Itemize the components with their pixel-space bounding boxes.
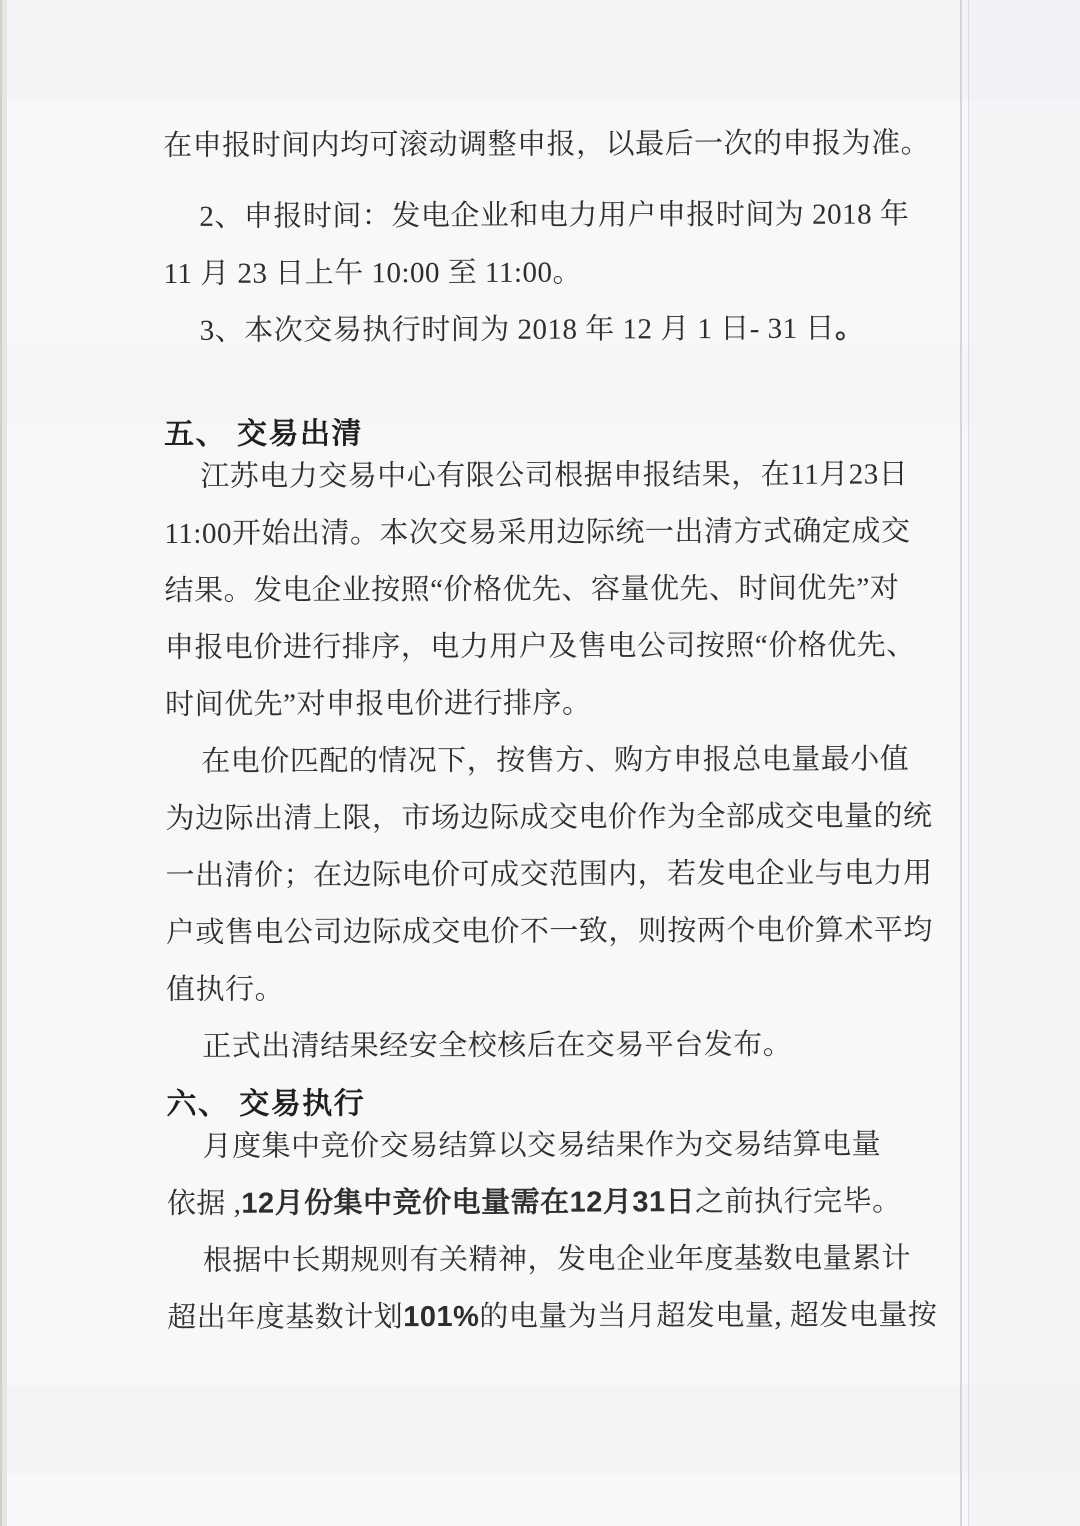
- scan-artifact-band: [7, 1385, 1080, 1473]
- text-run: 根据中长期规则有关精神，发电企业年度基数电量累计: [202, 1242, 912, 1277]
- document-body: [163, 115, 938, 1347]
- text-line: [163, 186, 931, 246]
- text-run: 月度集中竞价交易结算以交易结果作为交易结算电量: [202, 1128, 882, 1163]
- text-run: 时间优先”对申报电价进行排序。: [164, 687, 592, 721]
- text-run: 江苏电力交易中心有限公司根据申报结果，在11月23日: [200, 458, 909, 493]
- text-line: [166, 845, 934, 905]
- text-run: 的电量为当月超发电量, 超发电量按: [479, 1299, 938, 1333]
- text-run: 超出年度基数计划: [167, 1301, 404, 1334]
- text-run: 11:00开始出清。本次交易采用边际统一出清方式确定成交: [164, 515, 911, 550]
- text-run: 申报电价进行排序，电力用户及售电公司按照“价格优先、: [164, 629, 916, 664]
- text-run: 之前执行完毕。: [695, 1185, 902, 1219]
- emphasized-text-run: 。: [834, 312, 865, 345]
- emphasized-text-run: 12月份集中竞价电量需在12月31日: [241, 1186, 696, 1220]
- text-line: [164, 503, 932, 563]
- text-line: [165, 731, 933, 791]
- text-line: [164, 446, 932, 506]
- text-line: [163, 115, 931, 175]
- text-line: [165, 788, 933, 848]
- text-line: [165, 674, 933, 734]
- text-run: 六、 交易执行: [166, 1087, 366, 1121]
- text-run: 户或售电公司边际成交电价不一致，则按两个电价算术平均: [165, 914, 933, 949]
- text-run: 一出清价；在边际电价可成交范围内，若发电企业与电力用: [165, 857, 933, 892]
- text-run: 依据 ,: [166, 1187, 242, 1220]
- text-run: 11 月 23 日上午 10:00 至 11:00。: [163, 256, 583, 290]
- text-line: [166, 1116, 934, 1176]
- text-run: 结果。发电企业按照“价格优先、容量优先、时间优先”对: [164, 572, 900, 607]
- text-line: [164, 300, 932, 360]
- text-run: 值执行。: [165, 973, 285, 1006]
- text-run: 为边际出清上限，市场边际成交电价作为全部成交电量的统: [165, 800, 933, 835]
- text-line: [166, 959, 934, 1019]
- text-run: 正式出清结果经安全校核后在交易平台发布。: [202, 1028, 793, 1063]
- text-line: [163, 243, 931, 303]
- text-run: 在申报时间内均可滚动调整申报，以最后一次的申报为准。: [163, 127, 931, 162]
- scan-fold-line: [960, 0, 969, 1526]
- text-run: 3、本次交易执行时间为 2018 年 12 月 1 日- 31 日: [199, 312, 835, 347]
- scan-artifact-band: [7, 0, 1080, 100]
- text-line: [167, 1173, 935, 1233]
- scan-right-shade: [969, 0, 1080, 1526]
- text-line: [165, 617, 933, 677]
- text-line: [165, 560, 933, 620]
- text-line: [167, 1287, 938, 1347]
- text-run: 2、申报时间：发电企业和电力用户申报时间为 2018 年: [199, 198, 910, 233]
- text-line: [166, 1016, 934, 1076]
- text-line: [167, 1230, 935, 1290]
- text-line: [166, 902, 934, 962]
- text-run: 在电价匹配的情况下，按售方、购方申报总电量最小值: [201, 743, 910, 778]
- emphasized-text-run: 101%: [403, 1300, 480, 1334]
- text-run: 五、 交易出清: [164, 417, 364, 451]
- scan-edge-strip: [0, 0, 7, 1526]
